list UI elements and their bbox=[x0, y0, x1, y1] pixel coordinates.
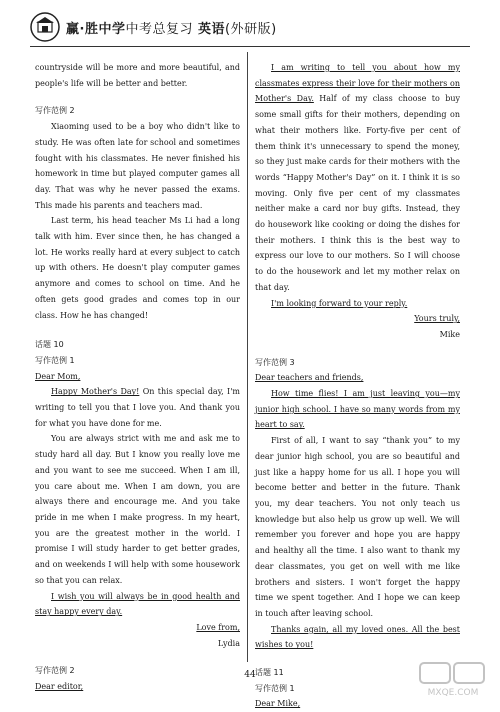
topic11-heading: 话题 11 bbox=[255, 668, 284, 678]
watermark-text: MXQE.COM bbox=[427, 688, 479, 698]
mom-paragraph-2: You are always strict with me and ask me to study hard all day. But I know you really love me and you want to see me succeed. When I am ill, you care about me. When I am down, you are always there and encourage me. And you take pride in me when I make progress. In my heart, you are the greatest mother in the world. I promise I will study harder to get better grades, and on weekends I will help with some housework so that you can relax. bbox=[35, 434, 240, 585]
right-column bbox=[255, 60, 460, 712]
mom-paragraph-1 bbox=[35, 384, 240, 431]
mom-closing: I wish you will always be in good health and stay happy every day. bbox=[35, 591, 240, 617]
greeting-editor: Dear editor, bbox=[35, 682, 84, 692]
editor-paragraph bbox=[255, 60, 460, 296]
header-brand bbox=[66, 18, 277, 37]
brand-name: 赢·胜中学 bbox=[66, 22, 126, 37]
column-divider bbox=[247, 52, 248, 662]
teachers-paragraph-1: How time flies! I am just leaving you—my junior high school. I have so many words from my heart to say. bbox=[255, 389, 460, 430]
greeting-teachers: Dear teachers and friends, bbox=[255, 373, 364, 383]
sample2-paragraph-2: Last term, his head teacher Ms Li had a long talk with him. Ever since then, he has changed a lot. He works really hard at every subject to catch up with others. He doesn't play computer games anymore and comes to school on time. And he often gets good grades and comes top in our class. How he has changed! bbox=[35, 216, 240, 320]
watermark-logo-icon bbox=[418, 661, 488, 699]
mom-greeting-line: Happy Mother's Day! bbox=[51, 387, 140, 397]
mom-paragraph-1-rest: On this special day, I'm writing to tell you that I love you. And thank you for what you have done for me. bbox=[35, 387, 240, 428]
editor-signature: Mike bbox=[439, 329, 460, 339]
mom-signoff: Love from, bbox=[196, 622, 240, 632]
topic10-sample1-heading: 写作范例 1 bbox=[35, 355, 75, 365]
topic10-heading: 话题 10 bbox=[35, 340, 64, 350]
left-column bbox=[35, 60, 240, 695]
topic11-sample1-heading: 写作范例 1 bbox=[255, 683, 295, 693]
page-number: 44 bbox=[244, 670, 256, 680]
school-logo-icon bbox=[30, 12, 60, 42]
greeting-mike: Dear Mike, bbox=[255, 699, 301, 709]
sample2-paragraph-1: Xiaoming used to be a boy who didn't like to study. He was often late for school and sometimes fought with his classmates. He never finished his homework in time but played computer games all day. That was why he never passed the exams. This made his parents and teachers mad. bbox=[35, 122, 240, 210]
teachers-paragraph-2: First of all, I want to say “thank you” to my dear junior high school, you are so beautiful and just like a happy home for us all. I hope you will become better and better in the future. Thank you, my dear teachers. You not only teach us knowledge but also help us grow up well. We will remember you forever and hope you are happy and healthy all the time. I also want to thank my dear classmates, you get on well with me like brothers and sisters. I won't forget the happy time we spent together. And I hope we can keep in touch after leaving school. bbox=[255, 436, 460, 618]
editor-topic-sentence: I am writing to tell you about how my classmates express their love for their mothers on Mother's Day. bbox=[255, 63, 460, 104]
edition-name: (外研版) bbox=[225, 22, 277, 37]
subject-name: 英语 bbox=[198, 22, 226, 37]
series-name: 中考总复习 bbox=[125, 22, 193, 37]
editor-paragraph-rest: Half of my class choose to buy some small gifts for their mothers, depending on what their mothers like. Forty-five per cent of them think it's unnecessary to spend the money, so they just make cards for their mothers with the words “Happy Mother's Day” on it. I think it is so moving. Only five per cent of my classmates neither make a card nor buy gifts. Instead, they do housework like cooking or doing the dishes for their mothers. I think this is the best way to express our love to our mothers. So I will choose to do the housework and let my mother relax on that day. bbox=[255, 94, 460, 292]
editor-signoff: Yours truly, bbox=[414, 314, 460, 324]
sample2-heading: 写作范例 2 bbox=[35, 106, 75, 116]
teachers-closing: Thanks again, all my loved ones. All the best wishes to you! bbox=[255, 624, 460, 650]
mom-signature: Lydia bbox=[217, 638, 240, 648]
page-header bbox=[30, 10, 470, 47]
greeting-mom: Dear Mom, bbox=[35, 371, 81, 381]
editor-closing: I'm looking forward to your reply. bbox=[271, 298, 408, 308]
intro-paragraph: countryside will be more and more beautiful, and people's life will be better and better. bbox=[35, 63, 240, 88]
sample3-heading: 写作范例 3 bbox=[255, 357, 295, 367]
sample2b-heading: 写作范例 2 bbox=[35, 666, 75, 676]
